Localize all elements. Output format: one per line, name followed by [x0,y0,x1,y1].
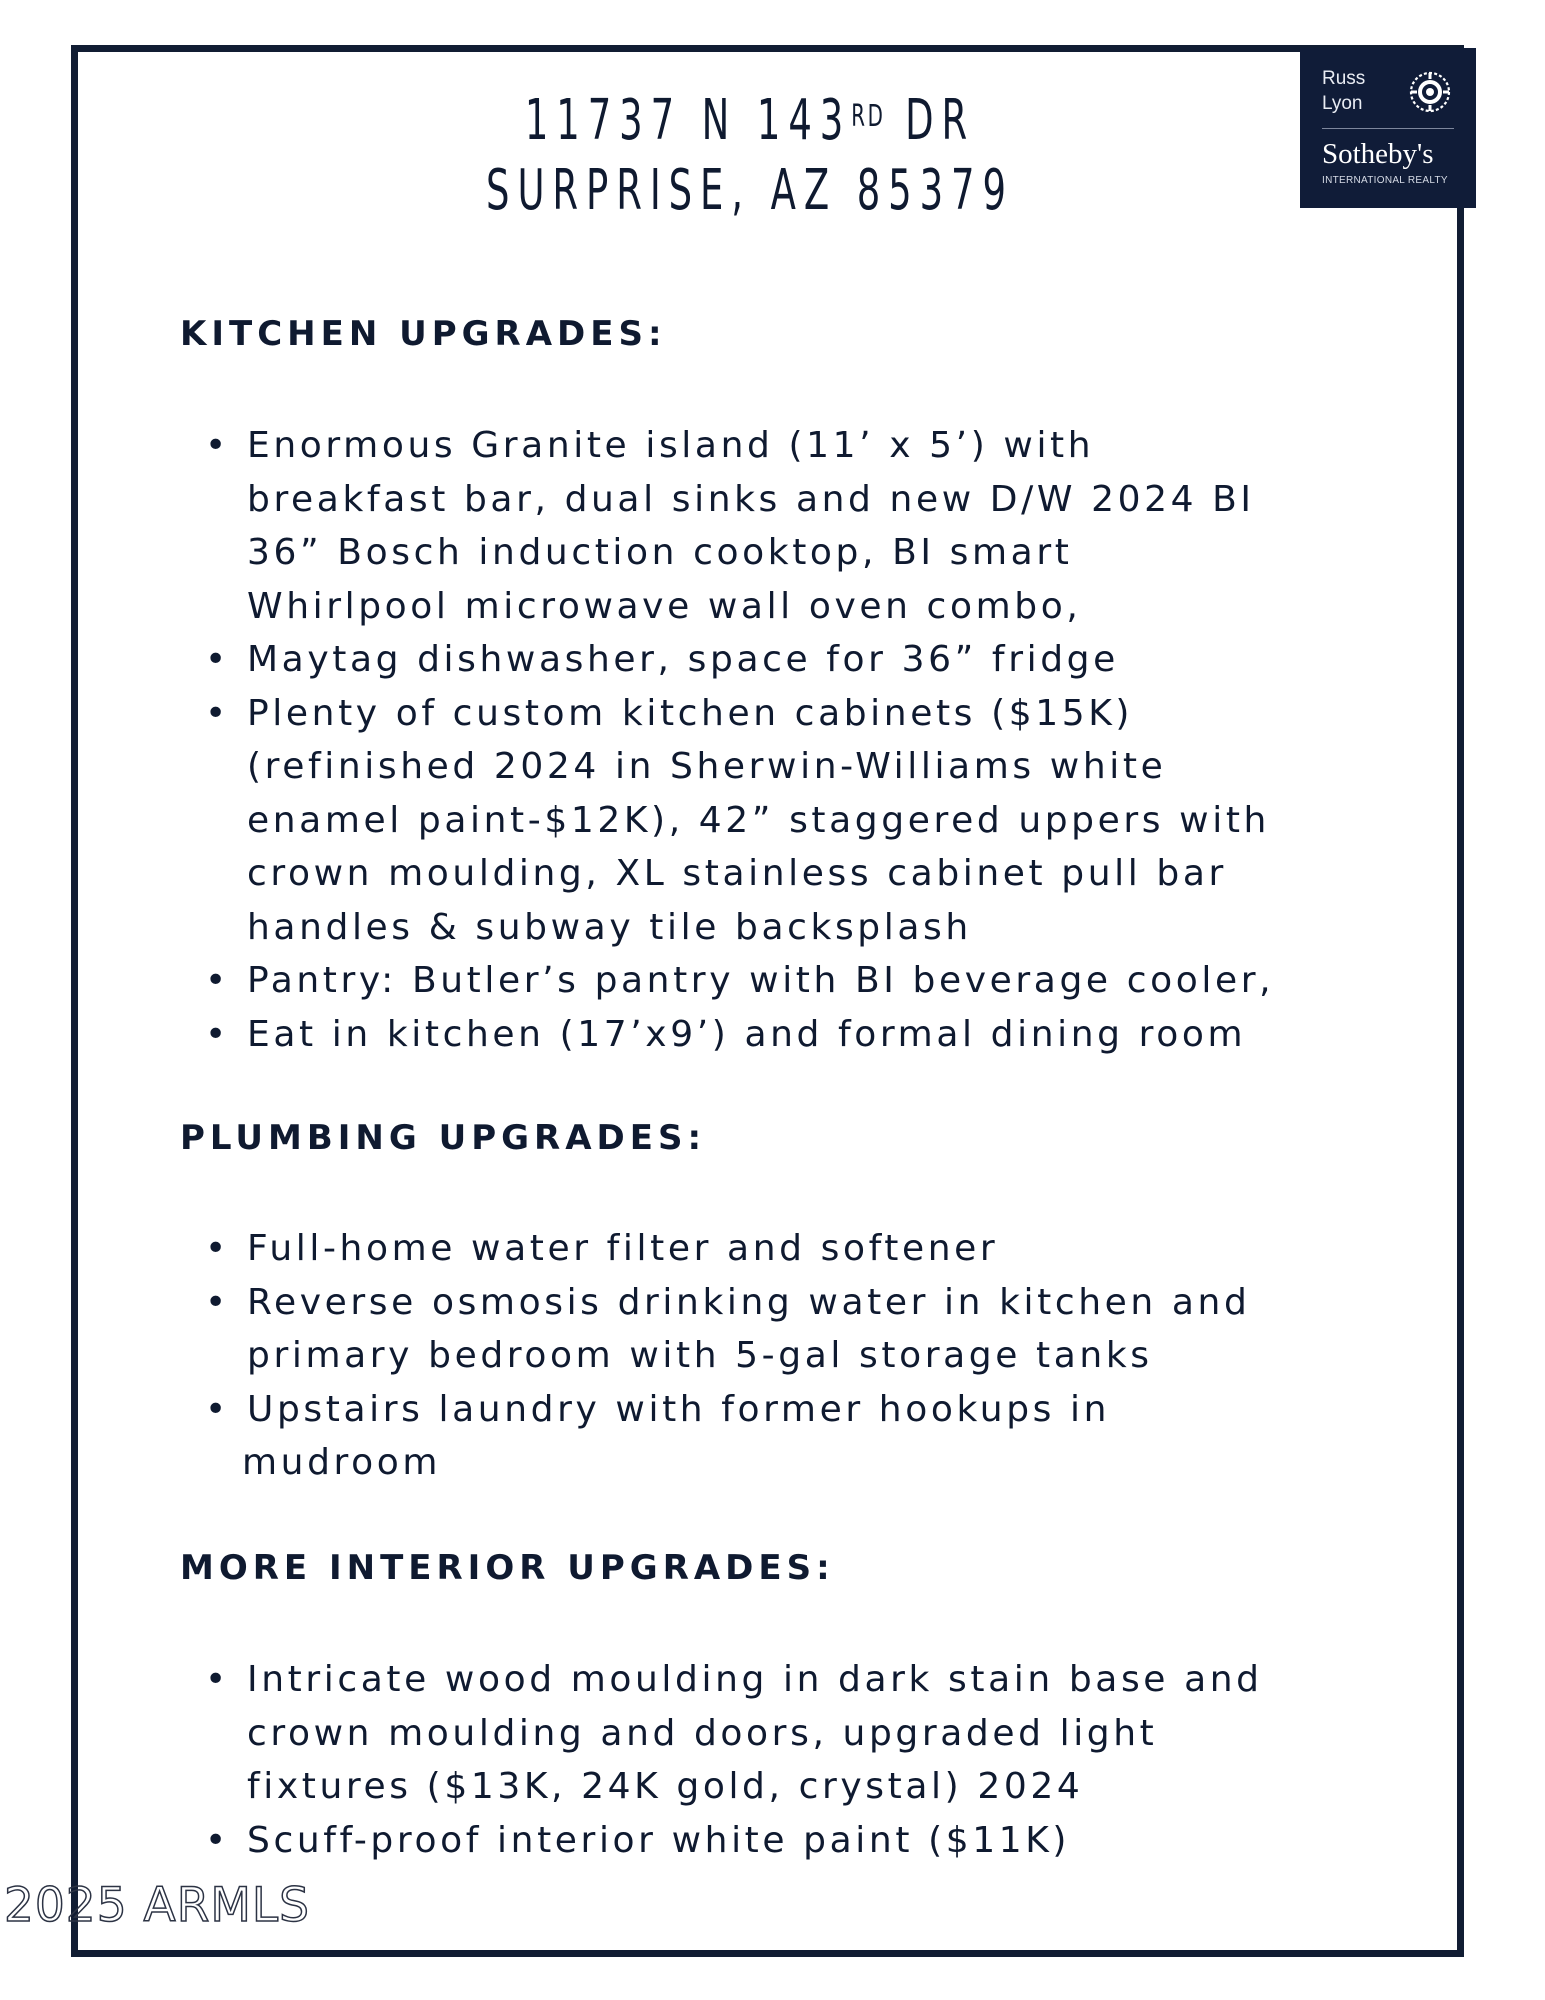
list-item: • Enormous Granite island (11’ x 5’) with breakfast bar, dual sinks and new D/W 2024 BI 36” Bosch induction cooktop, BI smart Whirlpool microwave wall oven combo, [205,419,1425,633]
list-item: • Full-home water filter and softener [205,1222,1425,1276]
interior-upgrades-list [205,1653,1425,1867]
armls-watermark: 2025 ARMLS [4,1878,310,1933]
list-item: • Maytag dishwasher, space for 36” fridge [205,633,1425,687]
section-heading-plumbing: PLUMBING UPGRADES: [180,1118,707,1158]
logo-brand: Sotheby's [1322,138,1434,170]
list-item: • Reverse osmosis drinking water in kitchen and primary bedroom with 5-gal storage tanks [205,1276,1425,1383]
list-item: • Eat in kitchen (17’x9’) and formal dining room [205,1008,1425,1062]
logo-subtitle: INTERNATIONAL REALTY [1322,175,1448,186]
kitchen-upgrades-list [205,419,1425,1061]
list-item: • Intricate wood moulding in dark stain base and crown moulding and doors, upgraded light fixtures ($13K, 24K gold, crystal) 2024 [205,1653,1425,1814]
address-line-1: 11737 N 143RD DR [524,88,976,153]
logo-russ-lyon: Russ Lyon [1322,68,1366,114]
brokerage-logo [1300,48,1476,208]
plumbing-upgrades-list [205,1222,1425,1490]
logo-divider [1322,128,1454,129]
list-item: • Upstairs laundry with former hookups in mudroom [205,1383,1425,1490]
address-line-2: SURPRISE, AZ 85379 [486,158,1014,223]
list-item: • Plenty of custom kitchen cabinets ($15K) (refinished 2024 in Sherwin-Williams white enamel paint-$12K), 42” staggered uppers with crown moulding, XL stainless cabinet pull bar handles & subway tile backsplash [205,687,1425,955]
list-item: • Pantry: Butler’s pantry with BI beverage cooler, [205,954,1425,1008]
crest-icon [1408,70,1452,114]
section-heading-kitchen: KITCHEN UPGRADES: [180,314,667,354]
section-heading-interior: MORE INTERIOR UPGRADES: [180,1548,835,1588]
list-item: • Scuff-proof interior white paint ($11K) [205,1814,1425,1868]
